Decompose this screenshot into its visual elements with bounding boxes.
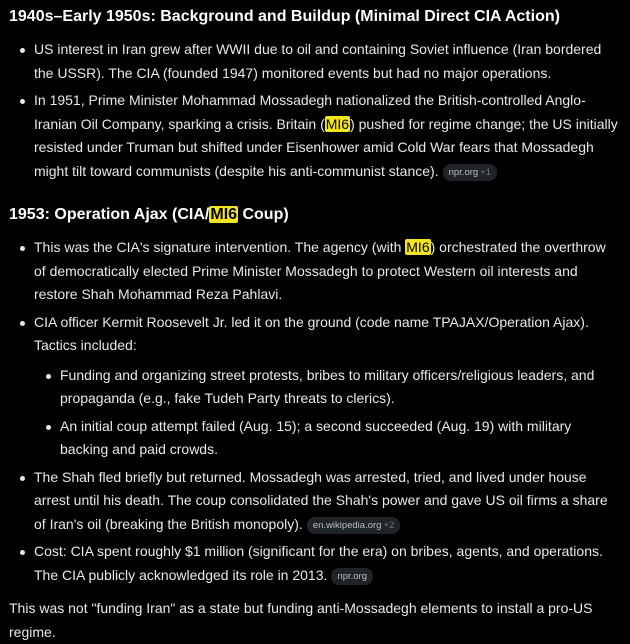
list-item: [9, 38, 618, 85]
bullet-text: This was the CIA's signature intervention. The agency (with: [34, 239, 406, 255]
list-item: [9, 236, 618, 307]
search-highlight: MI6: [325, 115, 350, 132]
search-highlight: MI6: [406, 239, 430, 255]
source-label: en.wikipedia.org: [312, 519, 382, 531]
source-chip[interactable]: [443, 164, 497, 181]
section-heading-background: 1940s–Early 1950s: Background and Buildup (Minimal Direct CIA Action): [9, 8, 560, 25]
bullet-text: ) pushed for regime change; the US initially resisted under Truman but shifted under Eisenhower amid Cold War fears that Mossadegh might tilt toward communists (despite his anti-communist stance).: [34, 115, 618, 179]
source-chip[interactable]: [331, 568, 373, 585]
search-highlight: MI6: [210, 206, 238, 223]
bullet-text: The Shah fled briefly but returned. Mossadegh was arrested, tried, and lived under house arrest until his death. The coup consolidated the Shah's power and gave US oil firms a share of Iran's oil (breaking the British monopoly).: [34, 468, 608, 532]
section-heading-operation-ajax: [9, 203, 618, 227]
list-item: [9, 89, 618, 183]
bullet-text: CIA officer Kermit Roosevelt Jr. led it on the ground (code name TPAJAX/Operation Ajax). Tactics included:: [34, 313, 589, 353]
bullet-text: Cost: CIA spent roughly $1 million (significant for the era) on bribes, agents, and operations. The CIA publicly acknowledged its role in 2013.: [34, 543, 603, 583]
bullet-text: ) orchestrated the overthrow of democratically elected Prime Minister Mossadegh to protect Western oil interests and restore Shah Mohammad Reza Pahlavi.: [34, 239, 606, 302]
bullet-text: An initial coup attempt failed (Aug. 15); a second succeeded (Aug. 19) with military backing and paid crowds.: [60, 417, 572, 457]
heading-text: Coup): [238, 206, 289, 223]
bullet-text: In 1951, Prime Minister Mohammad Mossadegh nationalized the British-controlled Anglo-Iranian Oil Company, sparking a crisis. Britain (: [34, 92, 586, 132]
bullet-text: Funding and organizing street protests, bribes to military officers/religious leaders, and propaganda (e.g., fake Tudeh Party threats to clerics).: [60, 366, 595, 406]
bullet-list-operation-ajax: [9, 236, 618, 587]
source-label: npr.org: [448, 166, 479, 178]
source-count: +2: [383, 519, 395, 531]
source-label: npr.org: [337, 570, 367, 582]
list-item: [9, 466, 618, 537]
sub-bullet-list: [34, 364, 618, 462]
list-item: [9, 311, 618, 462]
closing-paragraph: This was not "funding Iran" as a state but funding anti-Mossadegh elements to install a pro-US regime.: [9, 600, 593, 640]
sub-list-item: [34, 415, 618, 462]
bullet-text: US interest in Iran grew after WWII due to oil and containing Soviet influence (Iran bordered the USSR). The CIA (founded 1947) monitored events but had no major operations.: [34, 41, 602, 81]
heading-text: 1953: Operation Ajax (CIA/: [9, 206, 210, 223]
list-item: [9, 540, 618, 587]
bullet-list-background: [9, 38, 618, 183]
source-chip[interactable]: [307, 517, 401, 534]
source-count: +1: [480, 166, 492, 178]
sub-list-item: [34, 364, 618, 411]
